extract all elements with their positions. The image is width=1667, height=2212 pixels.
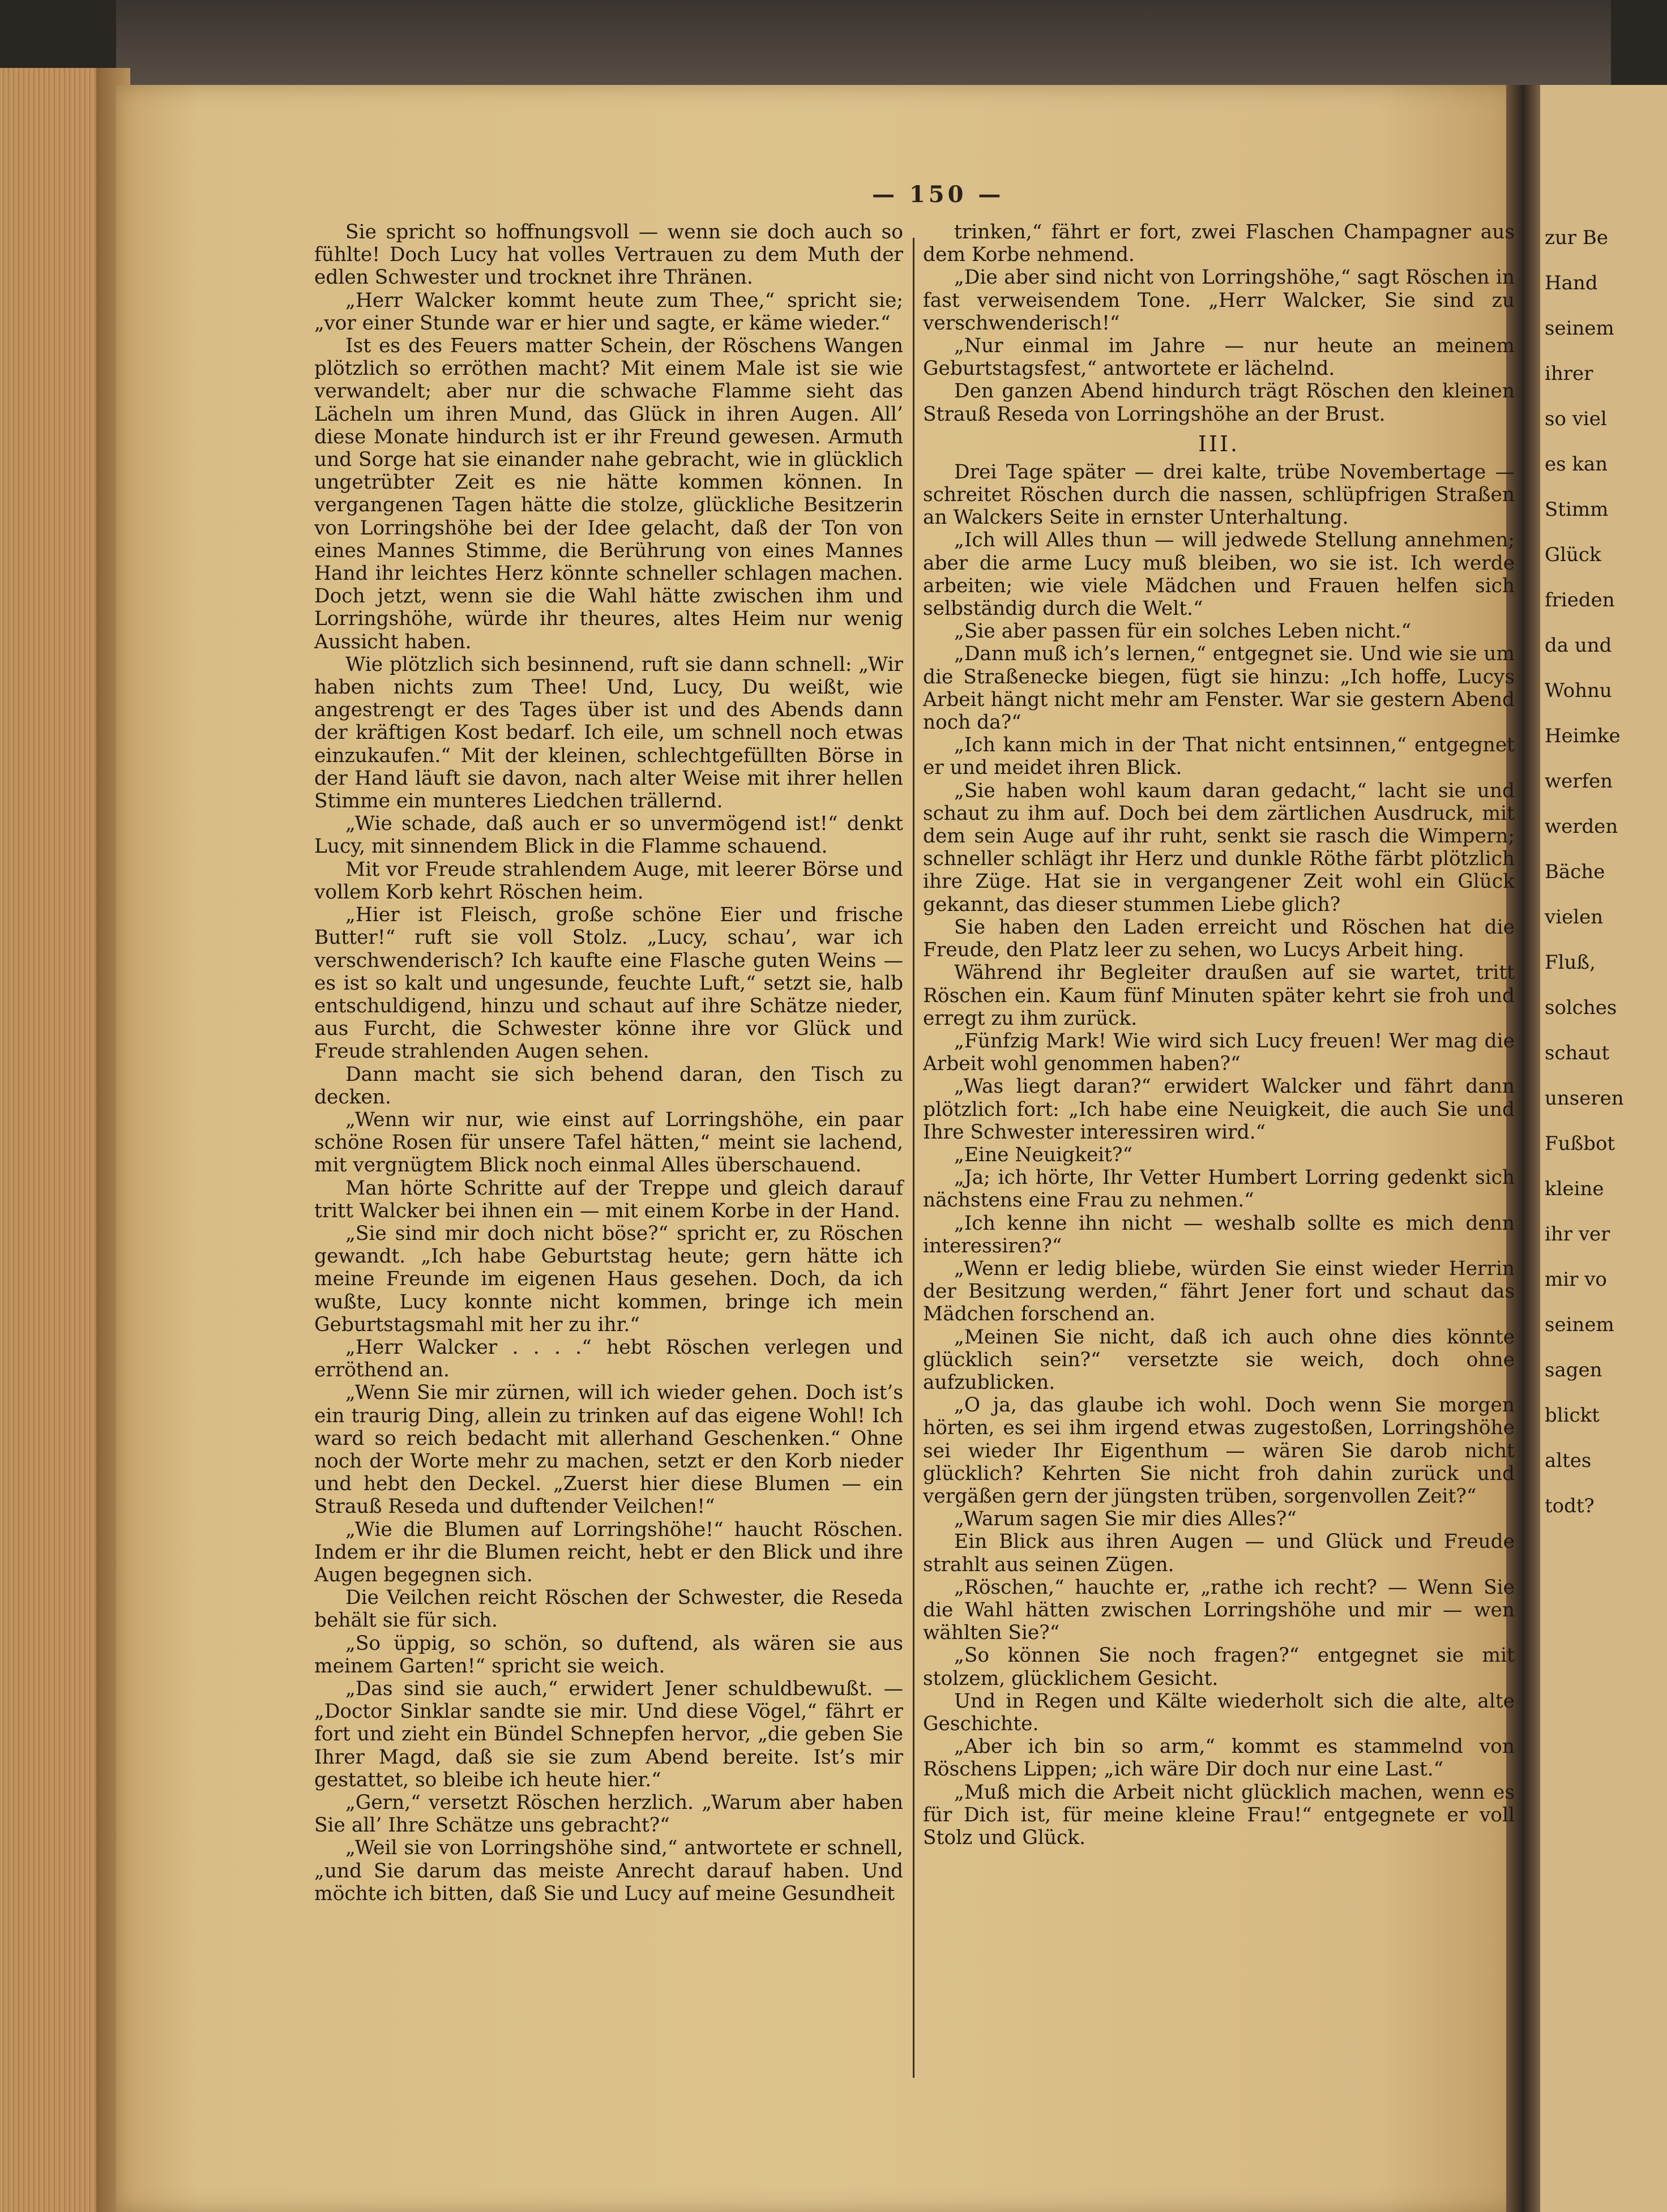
paragraph: „Eine Neuigkeit?“ — [954, 1143, 1133, 1166]
paragraph: Ein Blick aus ihren Augen — und Glück und Freude strahlt aus seinen Zügen. — [923, 1530, 1515, 1576]
next-page-fragment: es kan — [1545, 453, 1608, 476]
next-page-fragment: sagen — [1545, 1359, 1602, 1381]
paragraph: „Ich kenne ihn nicht — weshalb sollte es mich denn interessiren?“ — [923, 1212, 1515, 1257]
paragraph: Die Veilchen reicht Röschen der Schwester, die Reseda behält sie für sich. — [314, 1586, 903, 1632]
next-page-fragment: zur Be — [1545, 226, 1608, 249]
paragraph: Während ihr Begleiter draußen auf sie wartet, tritt Röschen ein. Kaum fünf Minuten später kehrt sie froh und erregt zu ihm zurück. — [923, 961, 1515, 1030]
paragraph: „Weil sie von Lorringshöhe sind,“ antwortete er schnell, „und Sie darum das meiste Anrecht darauf haben. Und möchte ich bitten, daß Sie und Lucy auf meine Gesundheit — [314, 1837, 903, 1905]
next-page-fragment: seinem — [1545, 317, 1614, 340]
paragraph: „Die aber sind nicht von Lorringshöhe,“ sagt Röschen in fast verweisendem Tone. „Herr Walcker, Sie sind zu verschwenderisch!“ — [923, 266, 1515, 335]
next-page-fragment: so viel — [1545, 408, 1607, 430]
paragraph: „Das sind sie auch,“ erwidert Jener schuldbewußt. — „Doctor Sinklar sandte sie mir. Und diese Vögel,“ fährt er fort und zieht ein Bündel Schnepfen hervor, „die geben Sie Ihrer Magd, daß sie sie zum Abend bereite. Ist’s mir gestattet, so bleibe ich heute hier.“ — [314, 1678, 903, 1791]
paragraph: „Hier ist Fleisch, große schöne Eier und frische Butter!“ ruft sie voll Stolz. „Lucy, schau’, war ich verschwenderisch? Ich kaufte eine Flasche guten Weins — es ist so kalt und ungesunde, feuchte Luft,“ setzt sie, halb entschuldigend, hinzu und schaut auf ihre Schätze nieder, aus Furcht, die Schwester könne ihre vor Glück und Freude strahlenden Augen sehen. — [314, 904, 903, 1063]
paragraph: Dann macht sie sich behend daran, den Tisch zu decken. — [314, 1063, 903, 1109]
paragraph: „Muß mich die Arbeit nicht glücklich machen, wenn es für Dich ist, für meine kleine Frau!“ entgegnete er voll Stolz und Glück. — [923, 1781, 1515, 1850]
top-border — [116, 0, 1611, 91]
next-page-fragment: ihr ver — [1545, 1223, 1610, 1246]
paragraph: „Wie schade, daß auch er so unvermögend ist!“ denkt Lucy, mit sinnendem Blick in die Flamme schauend. — [314, 812, 903, 858]
paragraph: „Ich will Alles thun — will jedwede Stellung annehmen; aber die arme Lucy muß bleiben, wo sie ist. Ich werde arbeiten; wie viele Mädchen und Frauen helfen sich selbständig durch die Welt.“ — [923, 529, 1515, 621]
next-page-fragment: Stimm — [1545, 498, 1609, 521]
next-page — [1540, 85, 1667, 2212]
paragraph: „Ja; ich hörte, Ihr Vetter Humbert Lorring gedenkt sich nächstens eine Frau zu nehmen.“ — [923, 1166, 1515, 1212]
next-page-fragment: solches — [1545, 996, 1617, 1019]
book-page-edges — [0, 68, 130, 2212]
next-page-fragment: mir vo — [1545, 1268, 1607, 1291]
paragraph: „Fünfzig Mark! Wie wird sich Lucy freuen! Wer mag die Arbeit wohl genommen haben?“ — [923, 1029, 1515, 1076]
next-page-fragment: ihrer — [1545, 362, 1593, 385]
paragraph: „Röschen,“ hauchte er, „rathe ich recht? — Wenn Sie die Wahl hätten zwischen Lorringshöhe und mir — wen wählten Sie?“ — [923, 1576, 1515, 1645]
next-page-fragment: altes — [1545, 1449, 1592, 1472]
paragraph: Drei Tage später — drei kalte, trübe Novembertage — schreitet Röschen durch die nassen, schlüpfrigen Straßen an Walckers Seite in ernster Unterhaltung. — [923, 460, 1515, 529]
right-column-before — [923, 221, 1515, 426]
paragraph: Man hörte Schritte auf der Treppe und gleich darauf tritt Walcker bei ihnen ein — mit einem Korbe in der Hand. — [314, 1176, 903, 1222]
paragraph: „Dann muß ich’s lernen,“ entgegnet sie. Und wie sie um die Straßenecke biegen, fügt sie hinzu: „Ich hoffe, Lucys Arbeit hängt nicht mehr am Fenster. War sie gestern Abend noch da?“ — [923, 643, 1515, 734]
next-page-fragment: werden — [1545, 815, 1618, 838]
next-page-fragment: Glück — [1545, 544, 1601, 566]
next-page-fragment: werfen — [1545, 770, 1613, 793]
paragraph: „Was liegt daran?“ erwidert Walcker und fährt dann plötzlich fort: „Ich habe eine Neuigkeit, die auch Sie und Ihre Schwester interessiren wird.“ — [923, 1075, 1515, 1144]
paragraph: „Nur einmal im Jahre — nur heute an meinem Geburtstagsfest,“ antwortete er lächelnd. — [923, 335, 1515, 380]
paragraph: „Sie aber passen für ein solches Leben nicht.“ — [954, 620, 1412, 643]
paragraph: „Aber ich bin so arm,“ kommt es stammelnd von Röschens Lippen; „ich wäre Dir doch nur eine Last.“ — [923, 1735, 1515, 1781]
next-page-fragment: todt? — [1545, 1495, 1595, 1517]
paragraph: „Wenn er ledig bliebe, würden Sie einst wieder Herrin der Besitzung werden,“ fährt Jener fort und schaut das Mädchen forschend an. — [923, 1257, 1515, 1326]
paragraph: Sie spricht so hoffnungsvoll — wenn sie doch auch so fühlte! Doch Lucy hat volles Vertrauen zu dem Muth der edlen Schwester und trocknet ihre Thränen. — [314, 221, 903, 289]
column-divider — [913, 238, 914, 2078]
next-page-fragment: seinem — [1545, 1313, 1614, 1336]
next-page-fragment: Fußbot — [1545, 1132, 1615, 1155]
next-page-fragment: da und — [1545, 634, 1612, 657]
right-column-after — [923, 461, 1515, 1849]
paragraph: Wie plötzlich sich besinnend, ruft sie dann schnell: „Wir haben nichts zum Thee! Und, Lucy, Du weißt, wie angestrengt er des Tages über ist und des Abends dann der kräftigen Kost bedarf. Ich eile, um schnell noch etwas einzukaufen.“ Mit der kleinen, schlechtgefüllten Börse in der Hand läuft sie davon, nach alter Weise mit ihrer hellen Stimme ein munteres Liedchen trällernd. — [314, 653, 903, 813]
next-page-fragment: blickt — [1545, 1404, 1600, 1427]
paragraph: trinken,“ fährt er fort, zwei Flaschen Champagner aus dem Korbe nehmend. — [923, 221, 1515, 267]
paragraph: „So können Sie noch fragen?“ entgegnet sie mit stolzem, glücklichem Gesicht. — [923, 1644, 1515, 1690]
paragraph: „Ich kann mich in der That nicht entsinnen,“ entgegnet er und meidet ihren Blick. — [923, 734, 1515, 780]
next-page-fragment: frieden — [1545, 589, 1615, 611]
left-column — [314, 221, 903, 1905]
next-page-fragment: Wohnu — [1545, 679, 1612, 702]
next-page-fragment: Hand — [1545, 272, 1598, 294]
next-page-fragment: Heimke — [1545, 725, 1621, 747]
paragraph: „Gern,“ versetzt Röschen herzlich. „Warum aber haben Sie all’ Ihre Schätze uns gebracht?“ — [314, 1791, 903, 1837]
next-page-fragment: Fluß, — [1545, 951, 1596, 974]
paragraph: „Herr Walcker kommt heute zum Thee,“ spricht sie; „vor einer Stunde war er hier und sagte, er käme wieder.“ — [314, 289, 903, 335]
section-heading: III. — [1198, 431, 1240, 456]
next-page-fragment: unseren — [1545, 1087, 1624, 1110]
right-column — [923, 221, 1515, 1849]
paragraph: „So üppig, so schön, so duftend, als wären sie aus meinem Garten!“ spricht sie weich. — [314, 1632, 903, 1678]
paragraph: Sie haben den Laden erreicht und Röschen hat die Freude, den Platz leer zu sehen, wo Lucys Arbeit hing. — [923, 915, 1515, 962]
paragraph: „O ja, das glaube ich wohl. Doch wenn Sie morgen hörten, es sei ihm irgend etwas zugestoßen, Lorringshöhe sei wieder Ihr Eigenthum — wären Sie darob nicht glücklich? Kehrten Sie nicht froh dahin zurück und vergäßen gern der jüngsten trüben, sorgenvollen Zeit?“ — [923, 1394, 1515, 1508]
paragraph: „Meinen Sie nicht, daß ich auch ohne dies könnte glücklich sein?“ versetzte sie weich, doch ohne aufzublicken. — [923, 1325, 1515, 1394]
paragraph: „Wenn wir nur, wie einst auf Lorringshöhe, ein paar schöne Rosen für unsere Tafel hätten,“ meint sie lachend, mit vergnügtem Blick noch einmal Alles überschauend. — [314, 1108, 903, 1177]
paragraph: Und in Regen und Kälte wiederholt sich die alte, alte Geschichte. — [923, 1689, 1515, 1735]
paragraph: „Herr Walcker . . . .“ hebt Röschen verlegen und erröthend an. — [314, 1336, 903, 1382]
paragraph: „Sie haben wohl kaum daran gedacht,“ lacht sie und schaut zu ihm auf. Doch bei dem zärtlichen Ausdruck, mit dem sein Auge auf ihr ruht, senkt sie rasch die Wimpern; schneller schlägt ihr Herz und dunkle Röthe färbt plötzlich ihre Züge. Hat sie in vergangener Zeit wohl ein Glück gekannt, das dieser stummen Liebe glich? — [923, 779, 1515, 916]
next-page-text — [1545, 226, 1667, 1540]
next-page-fragment: kleine — [1545, 1178, 1604, 1200]
paragraph: „Warum sagen Sie mir dies Alles?“ — [954, 1508, 1297, 1531]
paragraph: „Sie sind mir doch nicht böse?“ spricht er, zu Röschen gewandt. „Ich habe Geburtstag heute; gern hätte ich meine Freunde im eigenen Haus gesehen. Doch, da ich wußte, Lucy konnte nicht kommen, bringe ich mein Geburtstagsmahl mit her zu ihr.“ — [314, 1222, 903, 1336]
paragraph: Ist es des Feuers matter Schein, der Röschens Wangen plötzlich so erröthen macht? Mit einem Male ist sie wie verwandelt; aber nur die schwache Flamme sieht das Lächeln um ihren Mund, das Glück in ihren Augen. All’ diese Monate hindurch ist er ihr Freund gewesen. Armuth und Sorge hat sie einander nahe gebracht, wie in glücklich ungetrübter Zeit es nie hätte kommen können. In vergangenen Tagen hätte die stolze, glückliche Besitzerin von Lorringshöhe bei der Idee gelacht, daß der Ton von eines Mannes Stimme, die Berührung von eines Mannes Hand ihr leichtes Herz könnte schneller schlagen machen. Doch jetzt, wenn sie die Wahl hätte zwischen ihm und Lorringshöhe, würde ihr theures, altes Heim nur wenig Aussicht haben. — [314, 335, 903, 653]
next-page-fragment: vielen — [1545, 906, 1604, 929]
page-number: — 150 — — [872, 181, 1005, 208]
paragraph: „Wie die Blumen auf Lorringshöhe!“ haucht Röschen. Indem er ihr die Blumen reicht, hebt er den Blick und ihre Augen begegnen sich. — [314, 1518, 903, 1586]
next-page-fragment: Bäche — [1545, 861, 1605, 883]
paragraph: „Wenn Sie mir zürnen, will ich wieder gehen. Doch ist’s ein traurig Ding, allein zu trinken auf das eigene Wohl! Ich ward so reich bedacht mit allerhand Geschenken.“ Ohne noch der Worte mehr zu machen, setzt er den Korb nieder und hebt den Deckel. „Zuerst hier diese Blumen — ein Strauß Reseda und duftender Veilchen!“ — [314, 1381, 903, 1518]
paragraph: Mit vor Freude strahlendem Auge, mit leerer Börse und vollem Korb kehrt Röschen heim. — [314, 858, 903, 904]
paragraph: Den ganzen Abend hindurch trägt Röschen den kleinen Strauß Reseda von Lorringshöhe an der Brust. — [923, 380, 1515, 426]
next-page-fragment: schaut — [1545, 1042, 1610, 1064]
